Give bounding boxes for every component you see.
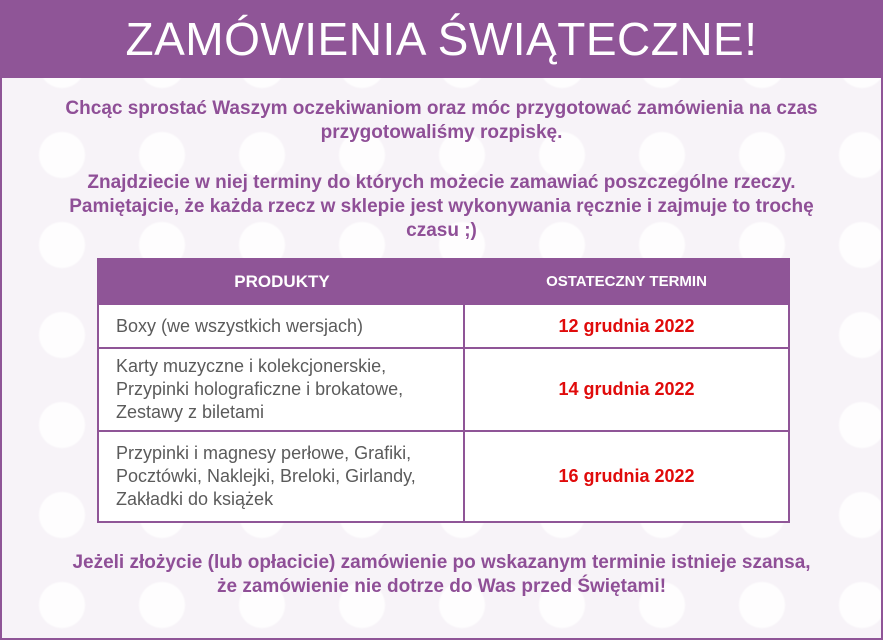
table-row — [99, 303, 788, 347]
footer-line: Jeżeli złożycie (lub opłacicie) zamówienie po wskazanym terminie istnieje szansa, — [72, 552, 811, 573]
header-products: PRODUKTY — [234, 271, 330, 291]
deadline-table — [97, 258, 790, 523]
products-cell — [99, 305, 465, 347]
table-row — [99, 347, 788, 430]
header-deadline: OSTATECZNY TERMIN — [546, 273, 707, 290]
intro-line: czasu ;) — [406, 220, 477, 241]
products-cell — [99, 349, 465, 430]
table-header — [99, 260, 788, 303]
product-line: Zakładki do książek — [116, 489, 274, 509]
product-line: Zestawy z biletami — [116, 402, 265, 422]
product-line: Przypinki i magnesy perłowe, Grafiki, — [116, 443, 412, 463]
deadline-cell: 14 grudnia 2022 — [558, 379, 695, 399]
deadline-cell: 16 grudnia 2022 — [558, 466, 695, 486]
intro-line: Chcąc sprostać Waszym oczekiwaniom oraz móc przygotować zamówienia na czas — [65, 98, 818, 119]
intro-line: Znajdziecie w niej terminy do których możecie zamawiać poszczególne rzeczy. — [87, 172, 796, 193]
intro-paragraph-1 — [22, 97, 861, 145]
deadline-cell: 12 grudnia 2022 — [558, 315, 695, 336]
product-line: Pocztówki, Naklejki, Breloki, Girlandy, — [116, 466, 416, 486]
footer-note — [22, 551, 861, 599]
product-line: Karty muzyczne i kolekcjonerskie, — [116, 356, 387, 376]
products-cell — [99, 432, 465, 521]
page-title: ZAMÓWIENIA ŚWIĄTECZNE! — [2, 0, 881, 78]
product-line: Przypinki holograficzne i brokatowe, — [116, 379, 404, 399]
intro-line: przygotowaliśmy rozpiskę. — [320, 122, 563, 143]
intro-paragraph-2 — [22, 171, 861, 243]
product-line: Boxy (we wszystkich wersjach) — [116, 315, 364, 336]
footer-line: że zamówienie nie dotrze do Was przed Świętami! — [216, 576, 667, 597]
table-row — [99, 430, 788, 521]
intro-line: Pamiętajcie, że każda rzecz w sklepie jest wykonywania ręcznie i zajmuje to trochę — [69, 196, 814, 217]
